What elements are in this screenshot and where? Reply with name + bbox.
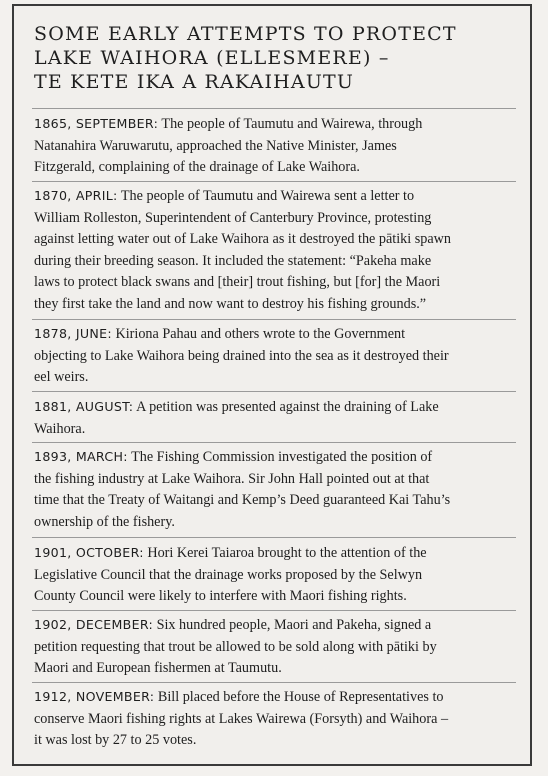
entry-text: during their breeding season. It included the statement: “Pakeha make: [34, 252, 432, 269]
entry-date: 1870, APRIL:: [34, 188, 118, 203]
divider: [32, 181, 516, 182]
entry-date: 1901, OCTOBER:: [34, 545, 144, 560]
entry-text: Legislative Council that the drainage works proposed by the Selwyn: [34, 566, 423, 583]
divider: [32, 391, 516, 392]
divider: [32, 319, 516, 320]
entry-text: Six hundred people, Maori and Pakeha, signed a: [153, 617, 432, 633]
entry-date: 1881, AUGUST:: [34, 399, 134, 414]
timeline-entry-1870: [34, 185, 518, 315]
entry-date: 1878, JUNE:: [34, 326, 112, 341]
entry-text: County Council were likely to interfere with Maori fishing rights.: [34, 588, 407, 604]
entry-text: The Fishing Commission investigated the position of: [127, 449, 433, 465]
title-line: LAKE WAIHORA (ELLESMERE) –: [34, 47, 390, 69]
entry-text: A petition was presented against the draining of Lake: [133, 399, 439, 415]
divider: [32, 682, 516, 683]
entry-text: Bill placed before the House of Representatives to: [154, 689, 444, 705]
timeline-entry-1893: [34, 446, 518, 533]
timeline-entry-1901: [34, 542, 518, 608]
entry-date: 1893, MARCH:: [34, 449, 128, 464]
entry-text: ownership of the fishery.: [34, 513, 175, 530]
entry-date: 1912, NOVEMBER:: [34, 689, 155, 704]
entry-text: eel weirs.: [34, 369, 89, 385]
entry-text: Waihora.: [34, 420, 86, 437]
entry-text: Fitzgerald, complaining of the drainage of Lake Waihora.: [34, 159, 360, 175]
entry-text: Kiriona Pahau and others wrote to the Government: [111, 326, 406, 342]
timeline-entry-1902: [34, 614, 518, 680]
timeline-entry-1881: [34, 396, 518, 440]
entry-text: Maori and European fishermen at Taumutu.: [34, 660, 282, 676]
page-title: [34, 22, 514, 94]
entry-text: objecting to Lake Waihora being drained into the sea as it destroyed their: [34, 347, 449, 364]
entry-text: The people of Taumutu and Wairewa sent a letter to: [117, 188, 415, 204]
divider: [32, 442, 516, 443]
entry-text: time that the Treaty of Waitangi and Kemp’s Deed guaranteed Kai Tahu’s: [34, 492, 451, 508]
entry-text: petition requesting that trout be allowed to be sold along with pātiki by: [34, 638, 437, 655]
timeline-entry-1912: [34, 686, 518, 752]
divider: [32, 537, 516, 538]
title-line: TE KETE IKA A RAKAIHAUTU: [34, 71, 355, 93]
entry-text: they first take the land and now want to destroy his fishing grounds.”: [34, 295, 427, 312]
entry-text: it was lost by 27 to 25 votes.: [34, 732, 197, 748]
entry-text: the fishing industry at Lake Waihora. Sir John Hall pointed out at that: [34, 470, 430, 487]
timeline-entry-1865: [34, 113, 518, 179]
divider: [32, 108, 516, 109]
entry-text: William Rolleston, Superintendent of Canterbury Province, protesting: [34, 209, 432, 226]
entry-text: against letting water out of Lake Waihora as it destroyed the pātiki spawn: [34, 231, 452, 247]
timeline-entry-1878: [34, 323, 518, 389]
entry-text: Natanahira Waruwarutu, approached the Native Minister, James: [34, 137, 397, 154]
entry-text: The people of Taumutu and Wairewa, through: [158, 116, 423, 132]
divider: [32, 610, 516, 611]
entry-text: conserve Maori fishing rights at Lakes Wairewa (Forsyth) and Waihora –: [34, 710, 449, 727]
entry-text: Hori Kerei Taiaroa brought to the attention of the: [143, 545, 427, 561]
entry-date: 1902, DECEMBER:: [34, 617, 154, 632]
title-line: SOME EARLY ATTEMPTS TO PROTECT: [34, 23, 457, 45]
entry-date: 1865, SEPTEMBER:: [34, 116, 159, 131]
entry-text: laws to protect black swans and [their] trout fishing, but [for] the Maori: [34, 274, 441, 290]
